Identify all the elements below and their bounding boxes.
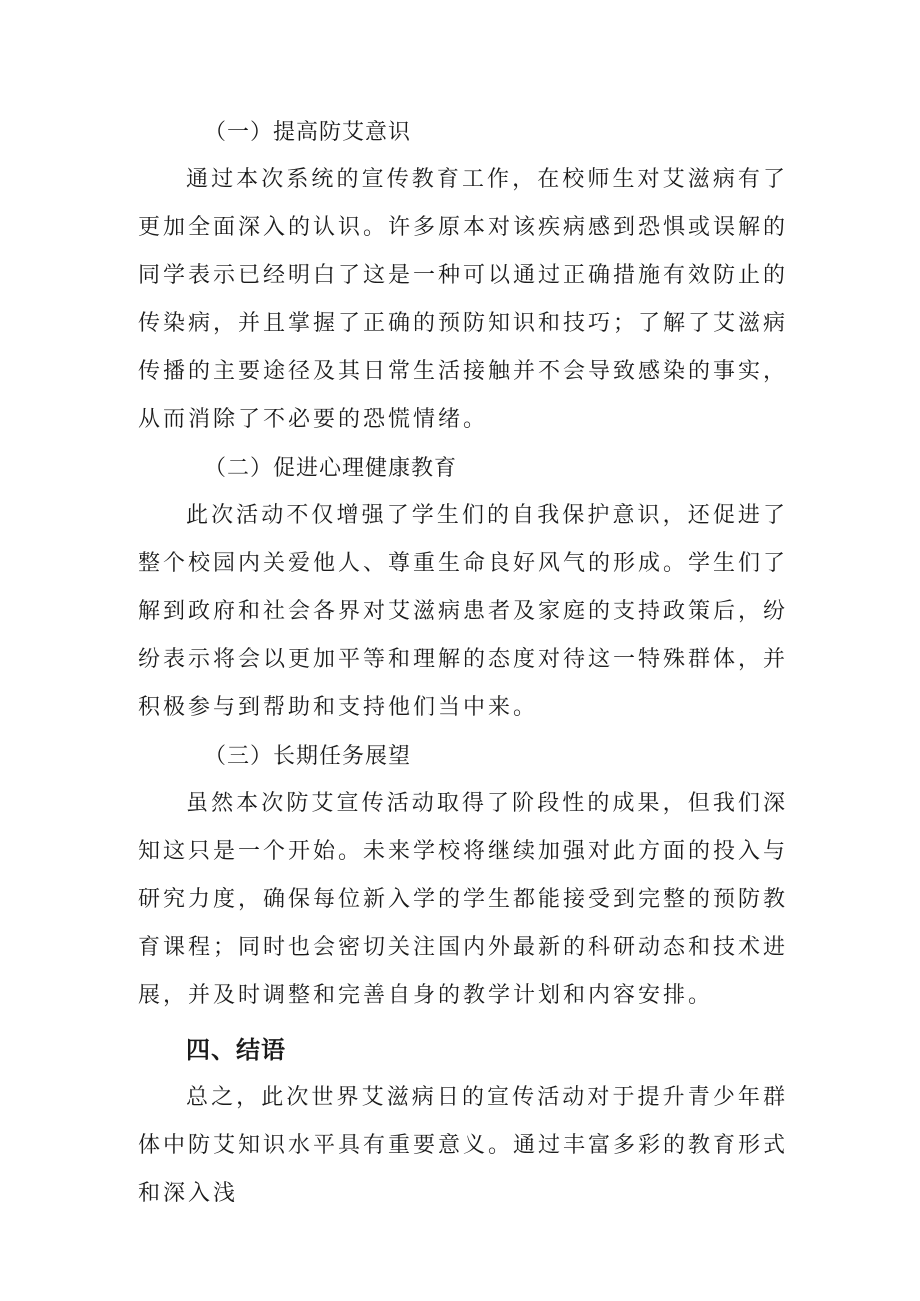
section-paragraph-2: 此次活动不仅增强了学生们的自我保护意识，还促进了整个校园内关爱他人、尊重生命良好风气的形成。学生们了解到政府和社会各界对艾滋病患者及家庭的支持政策后，纷纷表示将会以更加平等和理解的态度对待这一特殊群体，并积极参与到帮助和支持他们当中来。: [138, 503, 789, 720]
section-heading-3: （三）长期任务展望: [204, 744, 412, 769]
document-body: [138, 110, 788, 1218]
section-paragraph-3: 虽然本次防艾宣传活动取得了阶段性的成果，但我们深知这只是一个开始。未来学校将继续加强对此方面的投入与研究力度，确保每位新入学的学生都能接受到完整的预防教育课程；同时也会密切关注国内外最新的科研动态和技术进展，并及时调整和完善自身的教学计划和内容安排。: [138, 791, 789, 1008]
conclusion-paragraph: 总之，此次世界艾滋病日的宣传活动对于提升青少年群体中防艾知识水平具有重要意义。通过丰富多彩的教育形式和深入浅: [138, 1085, 789, 1206]
conclusion-heading: 四、结语: [186, 1036, 286, 1064]
section-heading-2: （二）促进心理健康教育: [204, 456, 458, 481]
section-heading-1: （一）提高防艾意识: [204, 120, 412, 145]
section-paragraph-1: 通过本次系统的宣传教育工作，在校师生对艾滋病有了更加全面深入的认识。许多原本对该疾病感到恐惧或误解的同学表示已经明白了这是一种可以通过正确措施有效防止的传染病，并且掌握了正确的预防知识和技巧；了解了艾滋病传播的主要途径及其日常生活接触并不会导致感染的事实，从而消除了不必要的恐慌情绪。: [138, 167, 789, 432]
